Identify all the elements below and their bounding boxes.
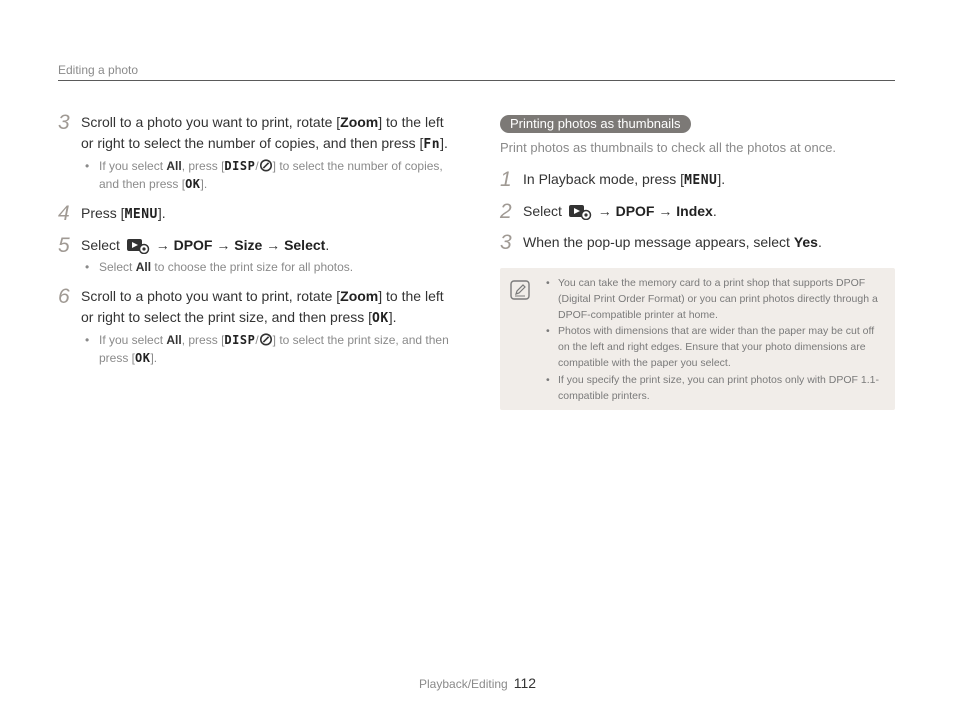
left-column — [58, 112, 453, 377]
section-header: Editing a photo — [58, 63, 139, 77]
ok-key-icon: OK — [185, 177, 201, 191]
step-number: 3 — [500, 231, 512, 254]
step-3-tip: • If you select All, press [DISP/ ] to select the number of copies, and then press [OK]. — [81, 157, 453, 193]
step-number: 6 — [58, 285, 70, 308]
note-item: • Photos with dimensions that are wider than the paper may be cut off on the left and right edges. Ensure that your photo dimensions are compatible with the paper you select. — [544, 324, 884, 371]
menu-key-icon: MENU — [684, 173, 718, 188]
disp-key-icon: DISP — [224, 333, 256, 347]
fn-key-icon: Fn — [423, 137, 441, 152]
timer-icon — [259, 158, 273, 172]
step-4: 4 Press [MENU]. — [58, 202, 166, 225]
footer-label: Playback/Editing — [419, 677, 508, 691]
menu-key-icon: MENU — [124, 207, 158, 222]
header-divider — [58, 80, 895, 81]
step-5-tip: • Select All to choose the print size for all photos. — [81, 258, 453, 276]
ok-key-icon: OK — [372, 311, 389, 326]
timer-icon — [259, 332, 273, 346]
note-box — [500, 268, 895, 410]
step-number: 4 — [58, 202, 70, 225]
disp-key-icon: DISP — [224, 159, 256, 173]
page-number: 112 — [513, 675, 537, 691]
step-3: 3 Scroll to a photo you want to print, rotate [Zoom] to the left or right to select the number of copies, and then press [Fn]. • If you select All, press [DISP/ ] to select the number of copies, and then press [OK]. — [58, 112, 453, 193]
step-6: 6 Scroll to a photo you want to print, rotate [Zoom] to the left or right to select the print size, and then press [OK]. • If you select All, press [DISP/ ] to select the print size, and then press [OK]. — [58, 286, 453, 367]
note-list — [544, 276, 884, 405]
right-column — [500, 115, 895, 263]
page-footer — [419, 675, 536, 691]
note-pencil-icon — [510, 280, 530, 300]
note-item: • If you specify the print size, you can print photos only with DPOF 1.1-compatible printers. — [544, 373, 884, 405]
thumb-step-3: 3 When the pop-up message appears, select Yes. — [500, 231, 822, 254]
note-item: • You can take the memory card to a print shop that supports DPOF (Digital Print Order Format) or you can print photos directly through a DPOF-compatible printer at home. — [544, 276, 884, 323]
step-number: 3 — [58, 111, 70, 134]
section-pill-title: Printing photos as thumbnails — [500, 115, 691, 133]
section-intro: Print photos as thumbnails to check all the photos at once. — [500, 140, 837, 155]
step-5: 5 Select → DPOF → Size → Select. • Select All to choose the print size for all photos. — [58, 235, 453, 276]
step-number: 2 — [500, 200, 512, 223]
playback-settings-icon — [568, 202, 592, 220]
ok-key-icon: OK — [135, 351, 151, 365]
step-6-tip: • If you select All, press [DISP/ ] to select the print size, and then press [OK]. — [81, 331, 453, 367]
playback-settings-icon — [126, 236, 150, 254]
step-number: 1 — [500, 168, 512, 191]
thumb-step-2: 2 Select → DPOF → Index. — [500, 200, 717, 223]
thumb-step-1: 1 In Playback mode, press [MENU]. — [500, 168, 726, 191]
step-number: 5 — [58, 234, 70, 257]
